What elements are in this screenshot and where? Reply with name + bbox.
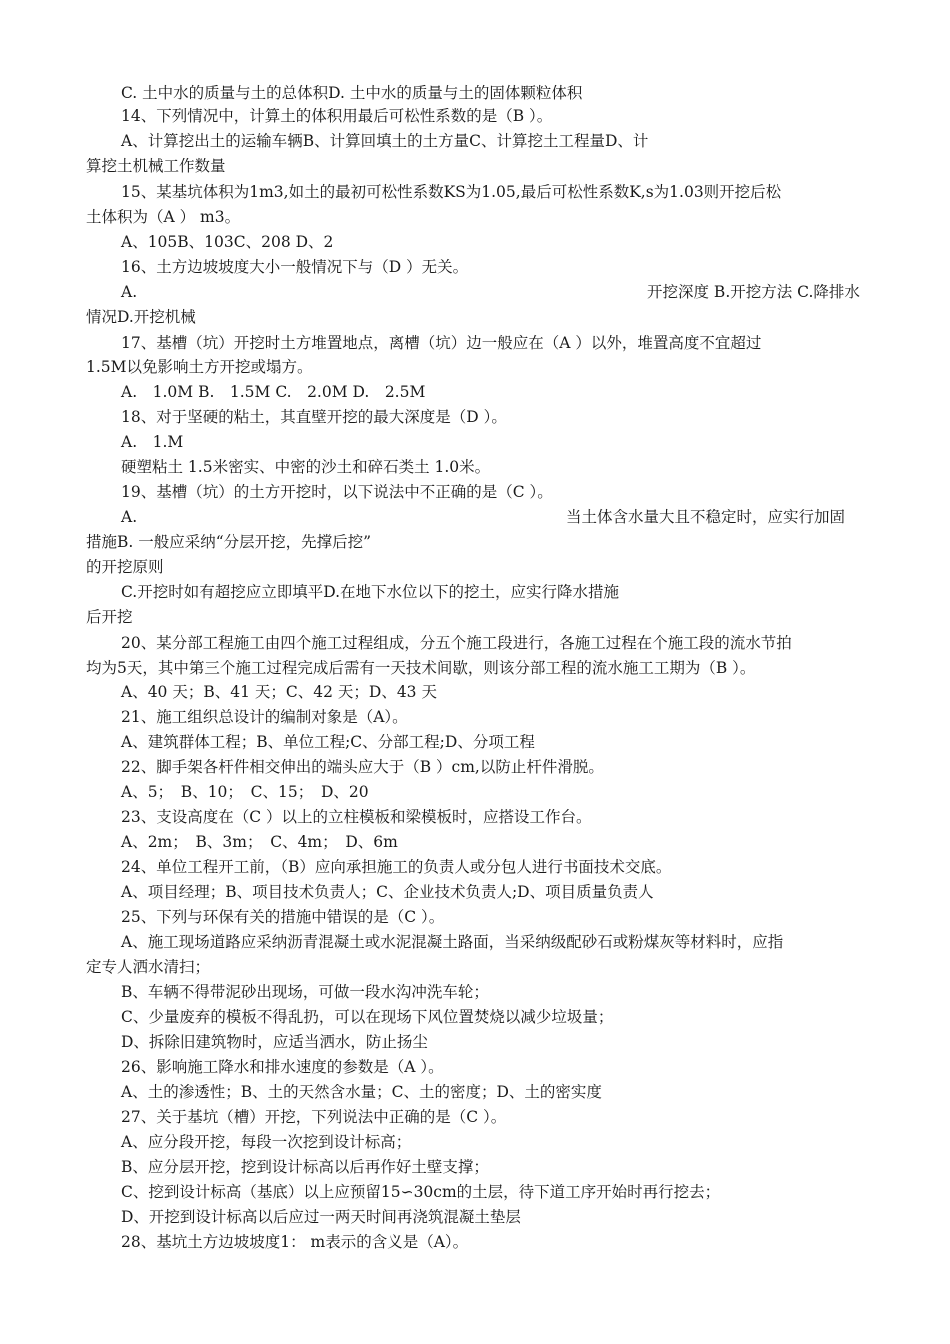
text-line: 措施B. 一般应采纳“分层开挖，先撑后挖” xyxy=(86,533,372,551)
question-14: 14、下列情况中，计算土的体积用最后可松性系数的是（B ）。 xyxy=(121,107,553,125)
question-18: 18、对于坚硬的粘土，其直壁开挖的最大深度是（D ）。 xyxy=(121,408,507,426)
text-line: 算挖土机械工作数量 xyxy=(86,157,226,175)
question-15-options: A、105B、103C、208 D、2 xyxy=(121,233,334,251)
text-line: 土体积为（A ） m3。 xyxy=(86,208,241,226)
question-16-options-right: 开挖深度 B.开挖方法 C.降排水 xyxy=(647,283,860,301)
text-line: 的开挖原则 xyxy=(86,558,164,576)
question-28: 28、基坑土方边坡坡度1： m表示的含义是（A）。 xyxy=(121,1233,469,1251)
question-22-options: A、5； B、10； C、15； D、20 xyxy=(121,783,369,801)
question-16-option-a: A. xyxy=(121,283,138,301)
question-22: 22、脚手架各杆件相交伸出的端头应大于（B ）cm,以防止杆件滑脱。 xyxy=(121,758,604,776)
question-25-option-c: C、少量废弃的模板不得乱扔，可以在现场下风位置焚烧以减少垃圾量； xyxy=(121,1008,614,1026)
question-25-option-b: B、车辆不得带泥砂出现场，可做一段水沟冲洗车轮； xyxy=(121,983,489,1001)
question-24-options: A、项目经理；B、项目技术负责人；C、企业技术负责人;D、项目质量负责人 xyxy=(121,883,654,901)
question-19-options-cd: C.开挖时如有超挖应立即填平D.在地下水位以下的挖土，应实行降水措施 xyxy=(121,583,620,601)
question-27-option-c: C、挖到设计标高（基底）以上应预留15∽30cm的土层，待下道工序开始时再行挖去； xyxy=(121,1183,721,1201)
question-25-option-a: A、施工现场道路应采纳沥青混凝土或水泥混凝土路面，当采纳级配砂石或粉煤灰等材料时，应指 xyxy=(121,933,784,951)
question-25: 25、下列与环保有关的措施中错误的是（C ）。 xyxy=(121,908,445,926)
text-line: 1.5M以免影响土方开挖或塌方。 xyxy=(86,358,313,376)
question-18-option-a: A. 1.M xyxy=(121,433,184,451)
text-line: 硬塑粘土 1.5米密实、中密的沙土和碎石类土 1.0米。 xyxy=(121,458,491,476)
question-27-option-d: D、开挖到设计标高以后应过一两天时间再浇筑混凝土垫层 xyxy=(121,1208,521,1226)
question-20: 20、某分部工程施工由四个施工过程组成，分五个施工段进行，各施工过程在个施工段的流水节拍 xyxy=(121,634,792,652)
question-16: 16、土方边坡坡度大小一般情况下与（D ）无关。 xyxy=(121,258,469,276)
question-27: 27、关于基坑（槽）开挖，下列说法中正确的是（C ）。 xyxy=(121,1108,507,1126)
question-20-options: A、40 天；B、41 天；C、42 天；D、43 天 xyxy=(121,683,437,701)
question-26: 26、影响施工降水和排水速度的参数是（A ）。 xyxy=(121,1058,444,1076)
text-line: 情况D.开挖机械 xyxy=(86,308,196,326)
question-27-option-b: B、应分层开挖，挖到设计标高以后再作好土壁支撑； xyxy=(121,1158,489,1176)
question-17: 17、基槽（坑）开挖时土方堆置地点，离槽（坑）边一般应在（A ）以外，堆置高度不宜超过 xyxy=(121,334,762,352)
question-21-options: A、建筑群体工程；B、单位工程;C、分部工程;D、分项工程 xyxy=(121,733,535,751)
question-24: 24、单位工程开工前，（B）应向承担施工的负责人或分包人进行书面技术交底。 xyxy=(121,858,672,876)
question-15: 15、某基坑体积为1m3,如土的最初可松性系数KS为1.05,最后可松性系数K,s为1.03则开挖后松 xyxy=(121,183,782,201)
question-27-option-a: A、应分段开挖，每段一次挖到设计标高； xyxy=(121,1133,412,1151)
question-17-options: A. 1.0M B. 1.5M C. 2.0M D. 2.5M xyxy=(121,383,426,401)
question-23: 23、支设高度在（C ）以上的立柱模板和梁模板时，应搭设工作台。 xyxy=(121,808,592,826)
question-23-options: A、2m； B、3m； C、4m； D、6m xyxy=(121,833,398,851)
text-line: 均为5天，其中第三个施工过程完成后需有一天技术间歇，则该分部工程的流水施工工期为（B ）。 xyxy=(86,659,756,677)
question-19-option-a-text: 当土体含水量大且不稳定时，应实行加固 xyxy=(566,508,846,526)
text-line: 定专人洒水清扫； xyxy=(86,958,211,976)
question-21: 21、施工组织总设计的编制对象是（A）。 xyxy=(121,708,408,726)
question-19-option-a: A. xyxy=(121,508,138,526)
question-26-options: A、土的渗透性；B、土的天然含水量；C、土的密度；D、土的密实度 xyxy=(121,1083,602,1101)
question-14-options: A、计算挖出土的运输车辆B、计算回填土的土方量C、计算挖土工程量D、计 xyxy=(121,132,649,150)
question-25-option-d: D、拆除旧建筑物时，应适当洒水，防止扬尘 xyxy=(121,1033,428,1051)
text-line: 后开挖 xyxy=(86,608,133,626)
text-line: C. 土中水的质量与土的总体积D. 土中水的质量与土的固体颗粒体积 xyxy=(121,84,583,102)
question-19: 19、基槽（坑）的土方开挖时，以下说法中不正确的是（C ）。 xyxy=(121,483,553,501)
